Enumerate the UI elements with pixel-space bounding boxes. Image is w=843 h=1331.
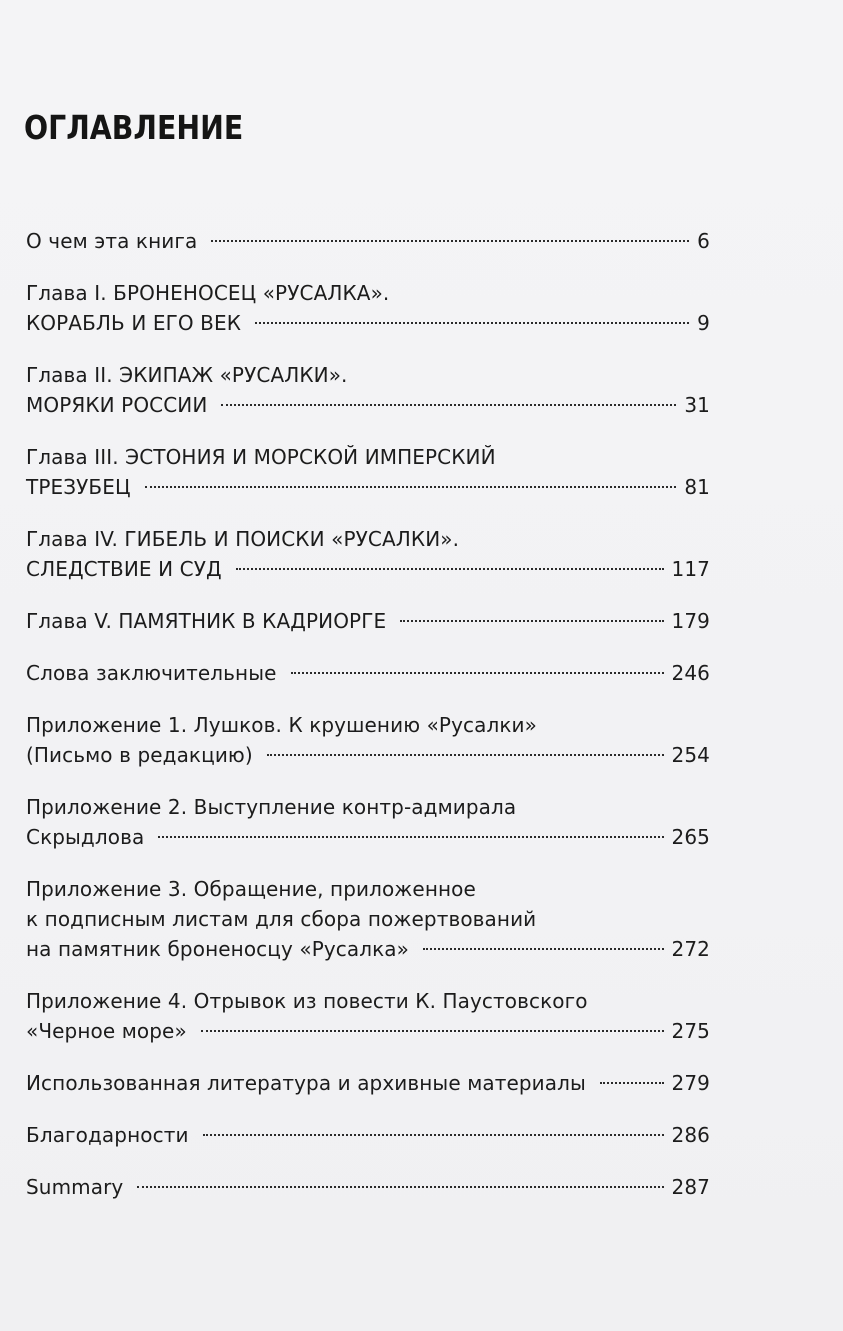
toc-entry[interactable]: [26, 874, 710, 964]
toc-entry-final-line: [26, 226, 710, 256]
dot-leader: [291, 672, 664, 674]
toc-entry[interactable]: [26, 710, 710, 770]
toc-entry-final-line: [26, 934, 710, 964]
table-of-contents: [26, 226, 710, 1224]
dot-leader: [145, 486, 677, 488]
toc-entry-final-line: [26, 1068, 710, 1098]
toc-entry-title: МОРЯКИ РОССИИ: [26, 393, 208, 417]
toc-entry[interactable]: [26, 360, 710, 420]
toc-entry-final-line: [26, 740, 710, 770]
toc-entry[interactable]: [26, 658, 710, 688]
toc-entry[interactable]: [26, 1172, 710, 1202]
toc-page-number: 287: [671, 1175, 710, 1199]
toc-entry-final-line: [26, 1172, 710, 1202]
dot-leader: [255, 322, 689, 324]
toc-entry-title-line: Приложение 4. Отрывок из повести К. Паустовского: [26, 989, 588, 1013]
toc-page-number: 272: [671, 937, 710, 961]
dot-leader: [236, 568, 664, 570]
dot-leader: [158, 836, 663, 838]
toc-entry-title-line: Приложение 2. Выступление контр-адмирала: [26, 795, 517, 819]
toc-entry-final-line: [26, 658, 710, 688]
toc-entry-title-line: Приложение 3. Обращение, приложенное: [26, 877, 476, 901]
toc-entry-title: О чем эта книга: [26, 229, 198, 253]
page-title: ОГЛАВЛЕНИЕ: [24, 108, 244, 147]
toc-entry-final-line: [26, 472, 710, 502]
toc-entry-title: Использованная литература и архивные материалы: [26, 1071, 586, 1095]
toc-entry-title: КОРАБЛЬ И ЕГО ВЕК: [26, 311, 242, 335]
toc-entry-title: Слова заключительные: [26, 661, 277, 685]
toc-page-number: 31: [684, 393, 710, 417]
toc-page-number: 6: [697, 229, 710, 253]
toc-entry-title: Summary: [26, 1175, 124, 1199]
dot-leader: [137, 1186, 663, 1188]
toc-entry-final-line: [26, 822, 710, 852]
dot-leader: [423, 948, 664, 950]
toc-entry-title-line: к подписным листам для сбора пожертвований: [26, 907, 537, 931]
dot-leader: [400, 620, 663, 622]
toc-entry[interactable]: [26, 792, 710, 852]
dot-leader: [267, 754, 664, 756]
toc-page-number: 246: [671, 661, 710, 685]
toc-entry[interactable]: [26, 606, 710, 636]
toc-entry-final-line: [26, 1120, 710, 1150]
dot-leader: [221, 404, 676, 406]
toc-page-number: 286: [671, 1123, 710, 1147]
toc-entry-final-line: [26, 1016, 710, 1046]
toc-entry-title-line: Глава III. ЭСТОНИЯ И МОРСКОЙ ИМПЕРСКИЙ: [26, 445, 496, 469]
toc-entry[interactable]: [26, 986, 710, 1046]
toc-entry-title: Скрыдлова: [26, 825, 145, 849]
toc-entry[interactable]: [26, 278, 710, 338]
toc-page-number: 254: [671, 743, 710, 767]
toc-page-number: 81: [684, 475, 710, 499]
dot-leader: [203, 1134, 664, 1136]
toc-entry-final-line: [26, 606, 710, 636]
toc-entry-title-line: Приложение 1. Лушков. К крушению «Русалки»: [26, 713, 537, 737]
toc-entry[interactable]: [26, 1120, 710, 1150]
toc-entry-title: (Письмо в редакцию): [26, 743, 253, 767]
toc-entry-title-line: Глава IV. ГИБЕЛЬ И ПОИСКИ «РУСАЛКИ».: [26, 527, 460, 551]
toc-page-number: 179: [671, 609, 710, 633]
toc-entry[interactable]: [26, 442, 710, 502]
toc-entry-title: на памятник броненосцу «Русалка»: [26, 937, 410, 961]
toc-entry-title: СЛЕДСТВИЕ И СУД: [26, 557, 222, 581]
toc-entry-title-line: Глава II. ЭКИПАЖ «РУСАЛКИ».: [26, 363, 348, 387]
toc-entry-final-line: [26, 554, 710, 584]
toc-entry-title: «Черное море»: [26, 1019, 187, 1043]
toc-page-number: 117: [671, 557, 710, 581]
toc-entry[interactable]: [26, 1068, 710, 1098]
toc-page-number: 279: [671, 1071, 710, 1095]
toc-entry-title: Благодарности: [26, 1123, 189, 1147]
toc-entry-final-line: [26, 308, 710, 338]
toc-entry-title-line: Глава I. БРОНЕНОСЕЦ «РУСАЛКА».: [26, 281, 390, 305]
dot-leader: [211, 240, 689, 242]
dot-leader: [201, 1030, 664, 1032]
dot-leader: [600, 1082, 664, 1084]
toc-entry[interactable]: [26, 226, 710, 256]
toc-entry-final-line: [26, 390, 710, 420]
toc-page-number: 265: [671, 825, 710, 849]
toc-entry-title: ТРЕЗУБЕЦ: [26, 475, 131, 499]
toc-page-number: 275: [671, 1019, 710, 1043]
toc-entry[interactable]: [26, 524, 710, 584]
toc-page-number: 9: [697, 311, 710, 335]
toc-entry-title: Глава V. ПАМЯТНИК В КАДРИОРГЕ: [26, 609, 387, 633]
